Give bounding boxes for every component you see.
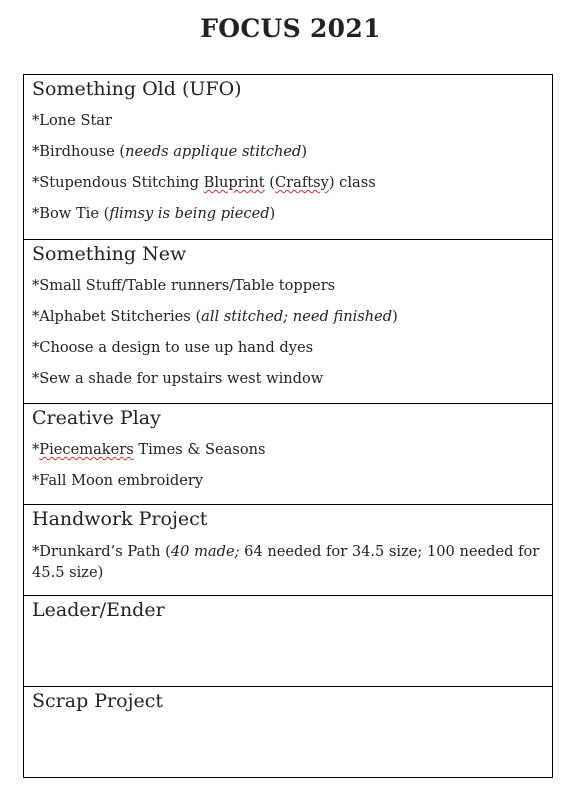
section-heading: Handwork Project <box>32 508 208 530</box>
section-heading: Leader/Ender <box>32 599 165 621</box>
section-creative-play <box>24 404 552 505</box>
item-list <box>32 276 544 389</box>
item-list <box>32 111 544 224</box>
list-item: *Lone Star <box>32 112 112 129</box>
spellcheck-word: Bluprint <box>203 174 265 191</box>
list-item: *Stupendous Stitching Bluprint (Craftsy) class <box>32 174 376 191</box>
list-item: *Bow Tie (flimsy is being pieced) <box>32 205 276 222</box>
list-item: *Piecemakers Times & Seasons <box>32 441 266 458</box>
spellcheck-word: Piecemakers <box>39 441 134 458</box>
list-item: *Choose a design to use up hand dyes <box>32 339 314 356</box>
section-leader-ender <box>24 596 552 687</box>
section-handwork-project <box>24 505 552 596</box>
section-scrap-project <box>24 687 552 777</box>
list-item: *Small Stuff/Table runners/Table toppers <box>32 277 336 294</box>
spellcheck-word: Craftsy <box>275 174 329 191</box>
page-title: FOCUS 2021 <box>200 14 381 43</box>
section-something-old <box>24 75 552 240</box>
item-list <box>32 541 544 583</box>
focus-table <box>23 74 553 778</box>
section-heading: Scrap Project <box>32 690 163 712</box>
list-item: *Birdhouse (needs applique stitched) <box>32 143 308 160</box>
section-heading: Something New <box>32 243 187 265</box>
list-item: *Drunkard’s Path (40 made; 64 needed for 34.5 size; 100 needed for 45.5 size) <box>32 543 540 581</box>
item-list <box>32 440 544 491</box>
list-item: *Sew a shade for upstairs west window <box>32 370 324 387</box>
section-heading: Creative Play <box>32 407 161 429</box>
section-heading: Something Old (UFO) <box>32 78 242 100</box>
section-something-new <box>24 240 552 404</box>
list-item: *Fall Moon embroidery <box>32 472 204 489</box>
list-item: *Alphabet Stitcheries (all stitched; need finished) <box>32 308 398 325</box>
